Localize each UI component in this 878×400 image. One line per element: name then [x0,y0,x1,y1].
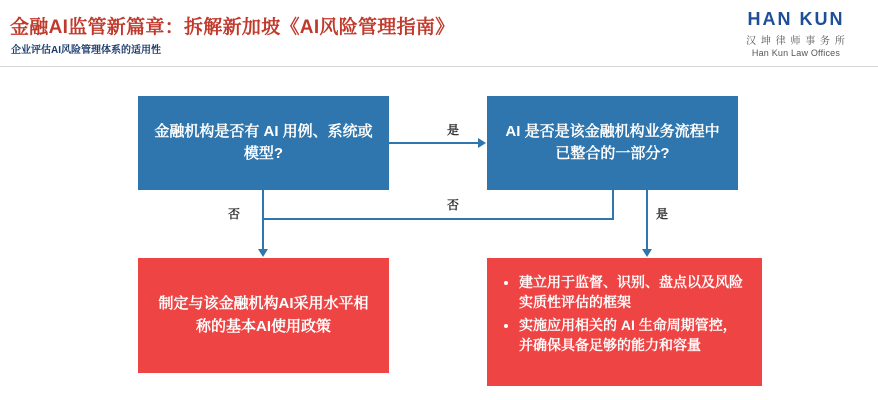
logo [726,10,866,58]
outcome-2-bullet-list [503,272,746,357]
flowchart [0,66,878,400]
slide-header [0,0,878,66]
flow-node-outcome-2 [487,258,762,386]
edge-label-q2-no: 否 [447,198,460,212]
connector-q2-out1-vertical [612,190,614,218]
list-item: • 实施应用相关的 AI 生命周期管控，并确保具备足够的能力和容量 [519,315,746,356]
logo-name-cn: 汉 坤 律 师 事 务 所 [746,35,846,47]
flow-node-question-2: AI 是否是该金融机构业务流程中已整合的一部分? [487,96,738,190]
connector-q1-out1 [262,190,264,250]
page-subtitle: 企业评估AI风险管理体系的适用性 [11,45,161,56]
connector-q1-q2 [389,142,479,144]
connector-q2-out1-horizontal [263,218,614,220]
flow-node-outcome-1: 制定与该金融机构AI采用水平相称的基本AI使用政策 [138,258,389,373]
edge-label-q2-yes: 是 [656,207,669,221]
flow-node-question-1: 金融机构是否有 AI 用例、系统或模型? [138,96,389,190]
edge-label-q1-yes: 是 [447,123,460,137]
arrowhead-q2-out2 [642,249,652,257]
list-item: • 建立用于监督、识别、盘点以及风险实质性评估的框架 [519,272,746,313]
logo-wordmark: HAN KUN [747,9,845,29]
page-title: 金融AI监管新篇章：拆解新加坡《AI风险管理指南》 [10,17,455,38]
arrowhead-q1-q2 [478,138,486,148]
arrowhead-q1-out1 [258,249,268,257]
connector-q2-out2 [646,190,648,250]
logo-name-en: Han Kun Law Offices [751,47,841,58]
edge-label-q1-no: 否 [228,207,241,221]
